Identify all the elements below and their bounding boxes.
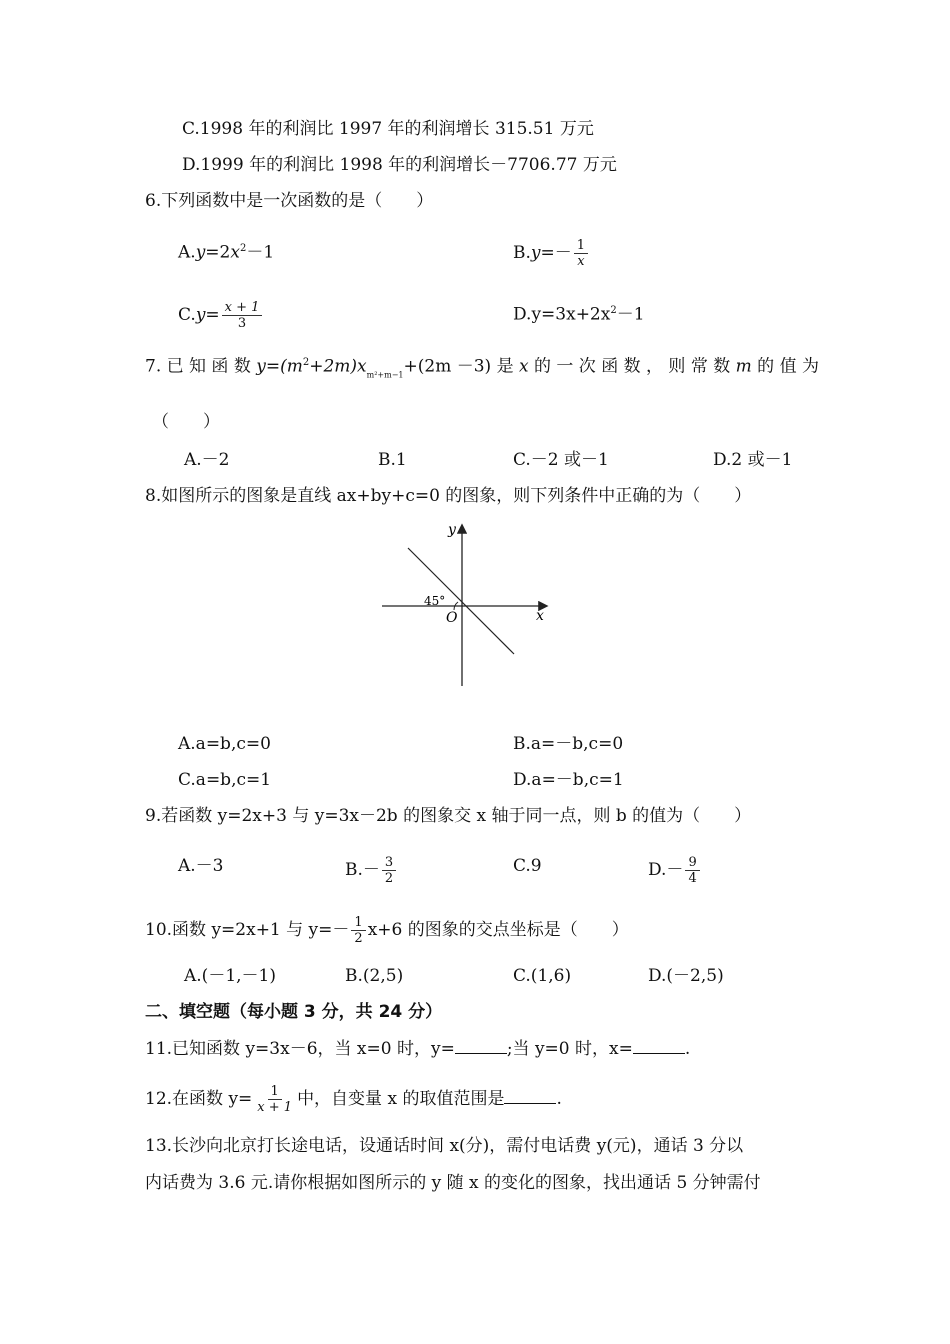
section-heading: 二、填空题（每小题 3 分，共 24 分） bbox=[145, 1002, 443, 1022]
q10-option-c: C.(1,6) bbox=[513, 966, 572, 986]
q7-answer-paren: （ ） bbox=[152, 412, 220, 432]
y-axis-label: y bbox=[448, 522, 456, 538]
q5-option-d: D.1999 年的利润比 1998 年的利润增长－7706.77 万元 bbox=[182, 155, 617, 175]
q9-stem: 9.若函数 y=2x+3 与 y=3x－2b 的图象交 x 轴于同一点，则 b 的值为（ ） bbox=[145, 806, 752, 826]
q8-option-b: B.a=－b,c=0 bbox=[513, 734, 624, 754]
q9-option-d: D.－ $\frac{9}{4}$ bbox=[648, 855, 702, 886]
q9-option-a: A.－3 bbox=[178, 856, 224, 876]
q13-line-2: 内话费为 3.6 元.请你根据如图所示的 y 随 x 的变化的图象，找出通话 5 分钟需付 bbox=[145, 1173, 761, 1193]
q7-stem: 7. 已 知 函 数 $y=(m^2+2m)x_{m^2+m-1}+(2m -3)$ 是 x 的 一 次 函 数 ， 则 常 数 m 的 值 为 bbox=[145, 356, 819, 380]
q10-stem: 10.函数 y=2x+1 与 y=－ $\frac{1}{2}$ x+6 的图象的交点坐标是（ ） bbox=[145, 915, 629, 946]
x-axis-label: x bbox=[536, 608, 544, 624]
q8-option-c: C.a=b,c=1 bbox=[178, 770, 272, 790]
q11-stem: 11.已知函数 y=3x－6，当 x=0 时，y= ;当 y=0 时，x= . bbox=[145, 1039, 691, 1059]
q5-option-c: C.1998 年的利润比 1997 年的利润增长 315.51 万元 bbox=[182, 119, 594, 139]
q10-option-d: D.(－2,5) bbox=[648, 966, 724, 986]
q13-line-1: 13.长沙向北京打长途电话，设通话时间 x(分)，需付电话费 y(元)，通话 3 分以 bbox=[145, 1136, 744, 1156]
q8-option-d: D.a=－b,c=1 bbox=[513, 770, 624, 790]
q7-option-c: C.－2 或－1 bbox=[513, 450, 609, 470]
q10-option-b: B.(2,5) bbox=[345, 966, 404, 986]
answer-blank bbox=[504, 1088, 556, 1104]
origin-label: O bbox=[446, 610, 458, 626]
answer-blank bbox=[455, 1038, 507, 1054]
q8-stem: 8.如图所示的图象是直线 ax+by+c=0 的图象，则下列条件中正确的为（ ） bbox=[145, 486, 752, 506]
q10-option-a: A.(－1,－1) bbox=[184, 966, 276, 986]
fraction: $\frac{1}{2}$ bbox=[351, 915, 365, 946]
q12-stem: 12.在函数 y= $\frac{1}{x + 1}$ 中，自变量 x 的取值范围是 . bbox=[145, 1084, 562, 1115]
q6-option-d: $D.y=3x+2x^2-1$ bbox=[513, 304, 645, 325]
q6-option-c: C.y= $\frac{x + 1}{3}$ bbox=[178, 300, 264, 331]
q7-option-a: A.－2 bbox=[184, 450, 230, 470]
q7-option-b: B.1 bbox=[378, 450, 407, 470]
fraction: $\frac{9}{4}$ bbox=[685, 855, 699, 886]
fraction: $\frac{1}{x}$ bbox=[574, 238, 588, 269]
fraction: $\frac{x + 1}{3}$ bbox=[222, 300, 263, 331]
q8-option-a: A.a=b,c=0 bbox=[178, 734, 271, 754]
angle-label: 45° bbox=[424, 594, 446, 608]
q6-option-a: $A.y=2x^2-1$ bbox=[178, 242, 275, 263]
answer-blank bbox=[633, 1038, 685, 1054]
q6-stem: 6.下列函数中是一次函数的是（ ） bbox=[145, 191, 434, 211]
q8-graph bbox=[370, 518, 560, 690]
q6-option-b: B.y=－ $\frac{1}{x}$ bbox=[513, 238, 590, 269]
q9-option-c: C.9 bbox=[513, 856, 542, 876]
fraction: $\frac{1}{x + 1}$ bbox=[257, 1084, 293, 1115]
q9-option-b: B.－ $\frac{3}{2}$ bbox=[345, 855, 398, 886]
q7-option-d: D.2 或－1 bbox=[713, 450, 793, 470]
fraction: $\frac{3}{2}$ bbox=[382, 855, 396, 886]
